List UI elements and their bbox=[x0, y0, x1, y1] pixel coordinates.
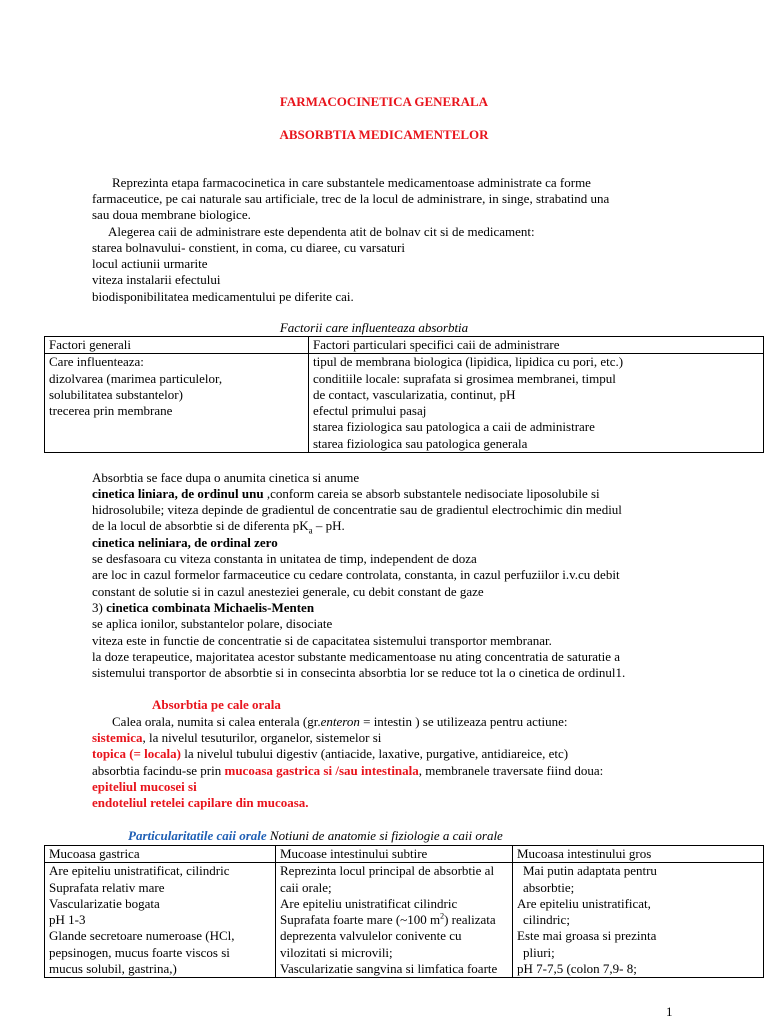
linear-text: ,conform careia se absorb substantele nedisociate liposolubile si bbox=[263, 486, 600, 501]
table-cell bbox=[513, 863, 764, 978]
oral-heading: Absorbtia pe cale orala bbox=[152, 697, 281, 712]
membrane-1: epiteliul mucosei si bbox=[92, 779, 197, 794]
table-header-cell: Mucoasa intestinului gros bbox=[513, 846, 764, 863]
cell-line: solubilitatea substantelor) bbox=[49, 386, 183, 402]
oral-line bbox=[92, 730, 381, 746]
intro-line: farmaceutice, pe cai naturale sau artificiale, trec de la locul de administrare, in singe, strabatind una bbox=[92, 191, 610, 206]
cell-line: vilozitati si microvili; bbox=[280, 944, 393, 960]
intro-line: sau doua membrane biologice. bbox=[92, 207, 251, 222]
cell-line bbox=[280, 912, 508, 928]
cell-line: Are epiteliu unistratificat, bbox=[517, 895, 651, 911]
topica-term: topica (= locala) bbox=[92, 746, 182, 761]
cell-line: de contact, vascularizatia, continut, pH bbox=[313, 386, 516, 402]
kinetics-linear bbox=[92, 486, 600, 502]
pk-subscript: a bbox=[308, 525, 313, 536]
cell-line: efectul primului pasaj bbox=[313, 403, 427, 419]
enteron-term: enteron bbox=[320, 714, 360, 729]
combined-number: 3) bbox=[92, 600, 107, 615]
table-row bbox=[45, 863, 764, 978]
cell-line: Are epiteliu unistratificat, cilindric bbox=[49, 863, 230, 879]
table-cell bbox=[309, 354, 764, 453]
linear-title: cinetica liniara, de ordinul unu bbox=[92, 486, 264, 501]
page-number: 1 bbox=[666, 1004, 673, 1019]
intro-line: starea bolnavului- constient, in coma, cu diaree, cu varsaturi bbox=[92, 240, 405, 255]
kinetics-line: viteza este in functie de concentratie si de capacitatea sistemului transportor membranar. bbox=[92, 633, 552, 648]
cell-line: cilindric; bbox=[523, 912, 570, 928]
oral-text: absorbtia facindu-se prin bbox=[92, 763, 225, 778]
table-row bbox=[45, 354, 764, 453]
cell-line: Vascularizatie bogata bbox=[49, 895, 160, 911]
kinetics-line: sistemului transportor de absorbtie si in consecinta absorbtia lor se reduce tot la o cinetica de ordinul1. bbox=[92, 665, 626, 680]
cell-line: dizolvarea (marimea particulelor, bbox=[49, 370, 223, 386]
nonlinear-title: cinetica neliniara, de ordinal zero bbox=[92, 535, 278, 550]
intro-line: biodisponibilitatea medicamentului pe diferite cai. bbox=[92, 289, 354, 304]
sistemica-term: sistemica bbox=[92, 730, 143, 745]
cell-line: Suprafata relativ mare bbox=[49, 879, 165, 895]
membrane-2: endoteliul retelei capilare din mucoasa. bbox=[92, 795, 309, 810]
cell-line: caii orale; bbox=[280, 879, 332, 895]
table-cell bbox=[45, 354, 309, 453]
area-superscript: 2 bbox=[440, 911, 445, 921]
intro-line: Alegerea caii de administrare este dependenta atit de bolnav cit si de medicament: bbox=[108, 224, 535, 239]
cell-line: pH 7-7,5 (colon 7,9- 8; bbox=[517, 961, 637, 977]
area-text: Suprafata foarte mare (~100 m bbox=[280, 912, 441, 928]
oral-text: la nivelul tubului digestiv (antiacide, laxative, purgative, antidiareice, etc) bbox=[181, 746, 569, 761]
kinetics-combined bbox=[92, 600, 314, 616]
intro-line: locul actiunii urmarite bbox=[92, 256, 208, 271]
factors-table bbox=[44, 336, 764, 453]
oral-table bbox=[44, 845, 764, 978]
section-title: ABSORBTIA MEDICAMENTELOR bbox=[279, 127, 489, 142]
cell-line: Glande secretoare numeroase (HCl, bbox=[49, 928, 235, 944]
cell-line: starea fiziologica sau patologica generala bbox=[313, 435, 528, 451]
table-header-cell: Mucoasa gastrica bbox=[45, 846, 276, 863]
intro-line: Reprezinta etapa farmacocinetica in care substantele medicamentoase administrate ca forme bbox=[112, 175, 591, 190]
cell-line: mucus solubil, gastrina,) bbox=[49, 961, 177, 977]
table-header-cell: Factori generali bbox=[45, 337, 309, 354]
kinetics-line: are loc in cazul formelor farmaceutice cu cedare controlata, constanta, in cazul perfuziilor i.v.cu debit bbox=[92, 567, 620, 582]
cell-line: tipul de membrana biologica (lipidica, lipidica cu pori, etc.) bbox=[313, 354, 624, 370]
oral-text: Calea orala, numita si calea enterala (gr. bbox=[112, 714, 321, 729]
cell-line: absorbtie; bbox=[523, 879, 575, 895]
oral-text: = intestin ) se utilizeaza pentru actiune: bbox=[359, 714, 568, 729]
oral-line bbox=[112, 714, 568, 730]
cell-line: deprezenta valvulelor conivente cu bbox=[280, 928, 462, 944]
oral-table-caption bbox=[128, 828, 503, 844]
cell-line: pH 1-3 bbox=[49, 912, 86, 928]
factors-table-caption: Factorii care influenteaza absorbtia bbox=[279, 320, 469, 335]
mucosa-term: mucoasa gastrica si /sau intestinala bbox=[224, 763, 419, 778]
oral-text: , la nivelul tesuturilor, organelor, sistemelor si bbox=[142, 730, 382, 745]
table-header-row bbox=[45, 337, 764, 354]
cell-line: Mai putin adaptata pentru bbox=[523, 863, 657, 879]
caption-blue: Particularitatile caii orale bbox=[128, 828, 267, 843]
pk-text: de la locul de absorbtie si de diferenta pK bbox=[92, 518, 309, 533]
kinetics-intro: Absorbtia se face dupa o anumita cinetica si anume bbox=[92, 470, 360, 485]
intro-line: viteza instalarii efectului bbox=[92, 272, 221, 287]
cell-line: Care influenteaza: bbox=[49, 354, 144, 370]
cell-line: starea fiziologica sau patologica a caii de administrare bbox=[313, 419, 595, 435]
combined-title: cinetica combinata Michaelis-Menten bbox=[106, 600, 315, 615]
kinetics-line: se desfasoara cu viteza constanta in unitatea de timp, independent de doza bbox=[92, 551, 477, 566]
area-text: ) realizata bbox=[444, 912, 496, 928]
table-header-cell: Mucoase intestinului subtire bbox=[276, 846, 513, 863]
kinetics-line: hidrosolubile; viteza depinde de gradientul de concentratie sau de gradientul electrochimic din mediul bbox=[92, 502, 622, 517]
oral-line bbox=[92, 763, 603, 779]
table-cell bbox=[276, 863, 513, 978]
cell-line: trecerea prin membrane bbox=[49, 403, 173, 419]
oral-text: , membranele traversate fiind doua: bbox=[418, 763, 604, 778]
kinetics-line: la doze terapeutice, majoritatea acestor substante medicamentoase nu ating concentratia de saturatie a bbox=[92, 649, 621, 664]
table-cell bbox=[45, 863, 276, 978]
cell-line: Reprezinta locul principal de absorbtie al bbox=[280, 863, 495, 879]
table-header-cell: Factori particulari specifici caii de administrare bbox=[309, 337, 764, 354]
cell-line: pepsinogen, mucus foarte viscos si bbox=[49, 944, 230, 960]
cell-line: Vascularizatie sangvina si limfatica foarte bbox=[280, 961, 498, 977]
oral-line bbox=[92, 746, 568, 762]
cell-line: conditiile locale: suprafata si grosimea membranei, timpul bbox=[313, 370, 616, 386]
page-title: FARMACOCINETICA GENERALA bbox=[279, 94, 489, 109]
kinetics-line: se aplica ionilor, substantelor polare, disociate bbox=[92, 616, 333, 631]
kinetics-line: constant de solutie si in cazul anesteziei generale, cu debit constant de gaze bbox=[92, 584, 484, 599]
pk-end: – pH. bbox=[312, 518, 345, 533]
cell-line: Este mai groasa si prezinta bbox=[517, 928, 657, 944]
cell-line: Are epiteliu unistratificat cilindric bbox=[280, 895, 458, 911]
table-header-row bbox=[45, 846, 764, 863]
cell-line: pliuri; bbox=[523, 944, 555, 960]
caption-rest: Notiuni de anatomie si fiziologie a caii orale bbox=[266, 828, 503, 843]
